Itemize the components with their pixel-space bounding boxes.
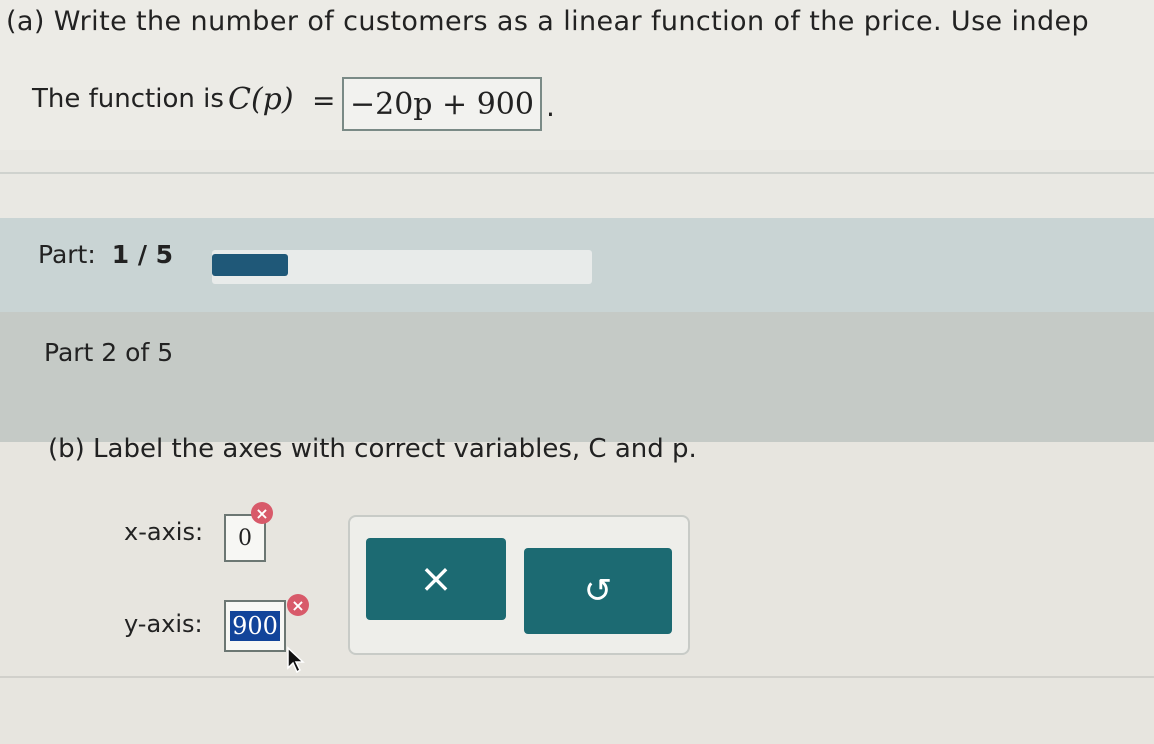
progress-label-group (38, 240, 173, 269)
y-axis-value: 900 (232, 612, 278, 640)
bottom-divider (0, 676, 1154, 678)
divider (0, 172, 1154, 174)
progress-fill (212, 254, 288, 276)
clear-icon: × (419, 556, 453, 602)
part-b-question: (b) Label the axes with correct variables, C and p. (48, 434, 697, 464)
y-axis-field[interactable] (224, 600, 286, 652)
undo-icon: ↺ (583, 571, 613, 611)
answer-period: . (546, 90, 555, 123)
part-header (0, 312, 1154, 442)
x-axis-label: x-axis: (124, 518, 204, 546)
equals-sign: = (312, 84, 336, 117)
y-axis-label: y-axis: (124, 610, 203, 638)
x-axis-error-icon: × (251, 502, 273, 524)
progress-value: 1 / 5 (111, 240, 174, 269)
undo-button[interactable] (524, 548, 672, 634)
function-lhs: C(p) (228, 82, 294, 117)
answer-value: −20p + 900 (350, 86, 534, 122)
y-axis-error-icon: × (287, 594, 309, 616)
part-title: Part 2 of 5 (44, 338, 174, 367)
x-axis-value: 0 (238, 525, 252, 551)
progress-label: Part: (38, 240, 96, 269)
answer-field[interactable] (342, 77, 542, 131)
clear-button[interactable] (366, 538, 506, 620)
mouse-cursor-icon (286, 646, 308, 674)
part-a-question: (a) Write the number of customers as a linear function of the price. Use indep (6, 6, 1090, 37)
answer-prefix: The function is (32, 84, 224, 114)
